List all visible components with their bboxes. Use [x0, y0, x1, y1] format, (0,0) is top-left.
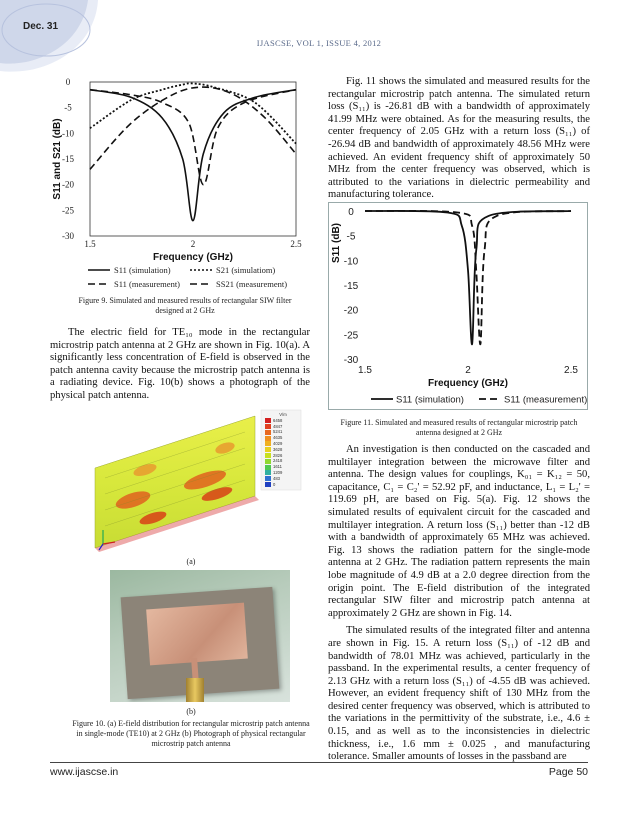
fig9-series-line	[90, 90, 296, 221]
fig10a-efield-image	[85, 408, 303, 554]
fig9-caption	[50, 296, 320, 316]
fig9-caption-line2: designed at 2 GHz	[155, 306, 215, 315]
fig9-ytick: -5	[64, 102, 72, 113]
fig11-ytick: 0	[348, 207, 354, 218]
fig10-caption-line2: in single-mode (TE10) at 2 GHz (b) Photograph of physical rectangular	[76, 729, 306, 738]
antenna-patch	[146, 603, 248, 666]
fig11-caption-line1: Figure 11. Simulated and measured results of rectangular microstrip patch	[340, 418, 578, 427]
colorbar-swatch	[265, 470, 271, 475]
right-paragraph-1: Fig. 11 shows the simulated and measured results for the rectangular microstrip patch antenna. The simulated return loss (S₁₁) is -26.81 dB with a bandwidth of approximately 41.99 MHz were obtained. As for the measuring results, the center frequency of 2.05 GHz with a return loss (S₁₁) of -26.94 dB and bandwidth of approximately 48.56 MHz were achieved. An evident frequency shift of approximately 50 MHz from the center frequency was observed, which is attributed to the variations in dielectric permeability and manufacturing tolerance.	[328, 76, 590, 201]
fig11-ytick: -25	[343, 330, 359, 342]
footer-url: www.ijascse.in	[50, 766, 119, 778]
right-paragraph-block-2	[328, 444, 590, 764]
colorbar-value: 0	[273, 481, 276, 487]
fig9-legend-label: S11 (simulation)	[114, 265, 171, 275]
fig11-xlabel: Frequency (GHz)	[427, 378, 509, 389]
fig9-xtick: 1.5	[84, 239, 96, 249]
colorbar-value: 4029	[273, 440, 283, 446]
fig9-plot-frame	[90, 82, 296, 236]
right-paragraph-3: The simulated results of the integrated filter and antenna are shown in Fig. 15. A return loss (S₁₁) of -12 dB and bandwidth of 78.01 MHz was achieved, particularly in the passband. In the experimental results, a center frequency of 2.13 GHz with a return loss (S₁₁) of -4.55 dB was achieved. However, an evident frequency shift of 130 MHz from the desired center frequency was observed, which is attributed to the variations in the permittivity of the substrate, i.e., 4.6 ± 0.15, and as well as to the inconsistencies in dielectric thickness, i.e., 1.6 mm ± 0.025 , and manufacturing tolerance. Smaller amounts of losses in the passband are	[328, 625, 590, 763]
fig10b-label: (b)	[186, 707, 196, 716]
colorbar-value: 483	[273, 475, 280, 481]
colorbar-scale	[265, 418, 301, 488]
fig9-legend-label: S21 (simulatiom)	[216, 265, 276, 275]
fig10a-colorbar	[265, 412, 301, 487]
fig9-series-line	[90, 87, 296, 169]
fig9-ytick: -30	[62, 231, 74, 241]
fig9-ylabel: S11 and S21 (dB)	[52, 118, 63, 200]
colorbar-value: 4847	[273, 423, 283, 429]
colorbar-value: 5241	[273, 429, 283, 435]
left-paragraph	[50, 327, 310, 403]
journal-header: IJASCSE, VOL 1, ISSUE 4, 2012	[256, 38, 382, 48]
fig11-ytick: -10	[343, 256, 359, 268]
colorbar-value: 6458	[273, 417, 283, 423]
fig10a-label: (a)	[186, 557, 196, 566]
fig11-xtick: 2.5	[564, 365, 578, 376]
colorbar-swatch	[265, 418, 271, 423]
colorbar-swatch	[265, 482, 271, 487]
fig11-xtick: 2	[465, 365, 471, 376]
issue-date: Dec. 31	[23, 21, 59, 32]
fig9-xlabel: Frequency (GHz)	[152, 252, 234, 263]
fig11-ytick: -30	[343, 355, 359, 366]
fig10-caption-line3: microstrip patch antenna	[151, 739, 231, 748]
colorbar-swatch	[265, 476, 271, 481]
fig11-legend-label: S11 (measurement)	[504, 394, 588, 406]
footer-rule	[50, 762, 588, 763]
colorbar-value: 4635	[273, 435, 283, 441]
fig9-ytick: -25	[62, 205, 74, 216]
fig11-caption-line2: antenna designed at 2 GHz	[415, 428, 503, 437]
footer-page: Page 50	[548, 766, 588, 778]
fig11-ytick: -15	[343, 281, 359, 292]
fig11-series-line	[365, 211, 571, 344]
fig9-chart	[50, 70, 320, 294]
colorbar-swatch	[265, 465, 271, 470]
fig11-ytick: -5	[346, 231, 356, 243]
colorbar-value: 1611	[273, 464, 283, 470]
fig11-legend-label: S11 (simulation)	[396, 394, 464, 406]
colorbar-value: 1209	[273, 469, 283, 475]
fig9-legend-label: SS21 (measurement)	[216, 279, 288, 289]
right-paragraph-2: An investigation is then conducted on the cascaded and multilayer integration between the microwave filter and antenna. The design values for couplings, K₀₁ = K₁₂ = 50, capacitance, C₁ = C₂' = 52.92 pF, and inductance, L₁ = L₂' = 119.69 pH, are based on Fig. 5(a). Fig. 12 shows the simulated results of equivalent circuit for the cascaded and multilayer integration. A return loss (S₁₁) better than -12 dB with a bandwidth of approximately 65 MHz was achieved. Fig. 13 shows the radiation pattern for the single-mode antenna at 2 GHz. The radiation pattern represents the main lobe magnitude of 4.9 dB at a 2.0 degree direction from the origin point. The E-field distribution of the integrated rectangular SIW filter and microstrip patch antenna at approximately 2 GHz are shown in Fig. 14.	[328, 444, 590, 619]
fig9-ytick: -20	[62, 179, 74, 190]
colorbar-value: 2826	[273, 452, 283, 458]
right-paragraph-block-1	[328, 76, 590, 202]
colorbar-swatch	[265, 447, 271, 452]
fig10-caption-line1: Figure 10. (a) E-field distribution for rectangular microstrip patch antenna	[72, 719, 310, 728]
colorbar-row	[265, 482, 301, 488]
fig9-ytick: 0	[65, 77, 71, 87]
fig10b-photo	[110, 570, 290, 702]
colorbar-swatch	[265, 424, 271, 429]
colorbar-swatch	[265, 453, 271, 458]
colorbar-value: 2418	[273, 458, 283, 464]
fig10-caption	[50, 719, 332, 749]
fig9-legend-label: S11 (measurement)	[114, 279, 181, 289]
sma-connector	[186, 678, 204, 702]
fig9-ytick: -15	[62, 154, 74, 164]
colorbar-swatch	[265, 441, 271, 446]
colorbar-unit: V/m	[279, 412, 287, 417]
fig9-ytick: -10	[62, 128, 74, 139]
fig9-caption-line1: Figure 9. Simulated and measured results of rectangular SIW filter	[78, 296, 292, 305]
fig11-ytick: -20	[343, 305, 359, 317]
colorbar-swatch	[265, 459, 271, 464]
fig11-ylabel: S11 (dB)	[331, 222, 342, 264]
left-paragraph-1: The electric field for TE₁₀ mode in the rectangular microstrip patch antenna at 2 GHz are shown in Fig. 10(a). A significantly less concentration of E-field is observed in the patch antenna cavity because the microstrip patch antenna is a radiating device. Fig. 10(b) shows a photograph of the physical patch antenna.	[50, 327, 310, 401]
fig9-xtick: 2.5	[290, 239, 302, 249]
fig11-chart	[328, 202, 588, 410]
fig9-series-line	[90, 90, 296, 185]
fig11-caption	[328, 418, 590, 438]
fig9-xtick: 2	[190, 239, 196, 249]
colorbar-swatch	[265, 430, 271, 435]
colorbar-swatch	[265, 436, 271, 441]
colorbar-value: 3628	[273, 446, 283, 452]
fig11-xtick: 1.5	[358, 365, 372, 376]
